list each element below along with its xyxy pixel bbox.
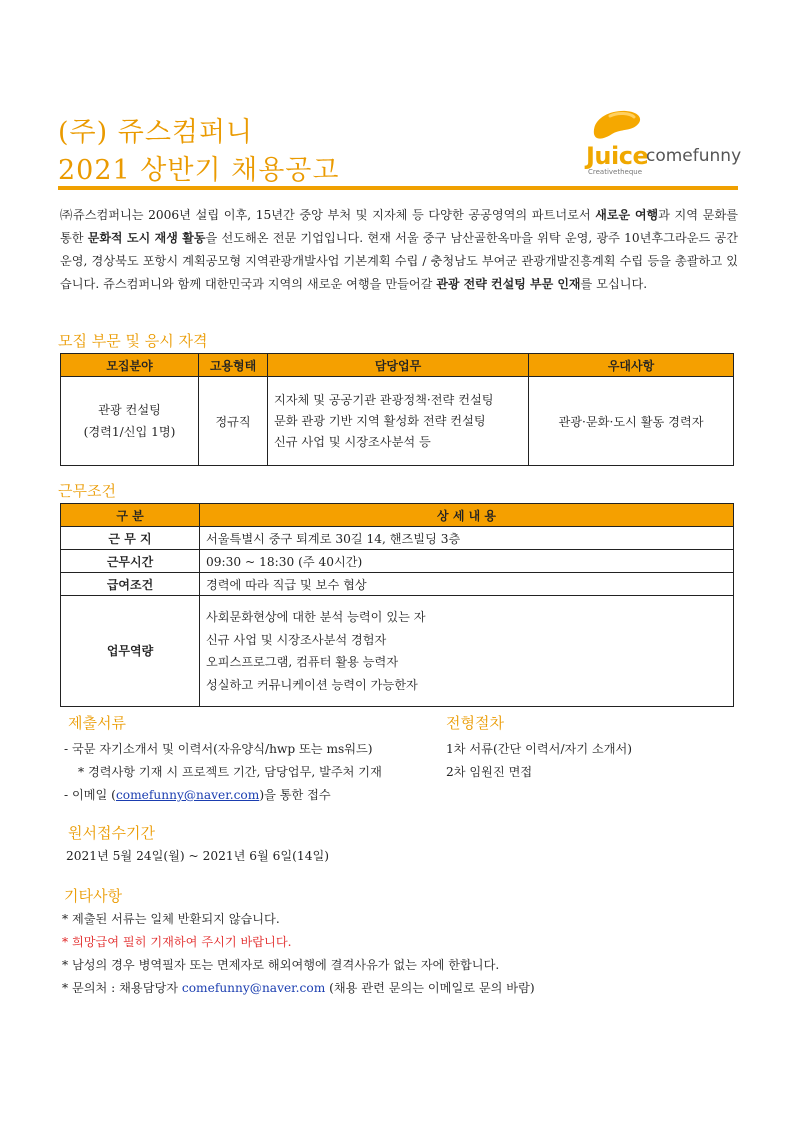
- condition-label: 근무시간: [61, 550, 200, 573]
- documents-email-suffix: )을 통한 접수: [259, 788, 331, 802]
- process-list: [446, 738, 632, 784]
- documents-item: - 국문 자기소개서 및 이력서(자유양식/hwp 또는 ms워드): [64, 742, 373, 756]
- etc-heading: 기타사항: [64, 887, 122, 905]
- recruit-header-field: 모집분야: [61, 354, 199, 377]
- conditions-table: [60, 503, 734, 707]
- company-logo: [586, 108, 742, 178]
- logo-tagline: Creativetheque: [588, 168, 643, 176]
- table-row: [61, 573, 734, 596]
- competency-item: 오피스프로그램, 컴퓨터 활용 능력자: [206, 655, 399, 669]
- recruit-table: [60, 353, 734, 466]
- etc-item: * 남성의 경우 병역필자 또는 면제자로 해외여행에 결격사유가 없는 자에 한합니다.: [62, 958, 500, 972]
- contact-prefix: * 문의처 : 채용담당자: [62, 981, 182, 995]
- condition-value: 경력에 따라 직급 및 보수 협상: [200, 573, 734, 596]
- period-text: 2021년 5월 24일(월) ~ 2021년 6월 6일(14일): [66, 849, 329, 863]
- intro-text-4: 를 모십니다.: [580, 277, 648, 291]
- etc-list: [62, 908, 535, 1000]
- recruit-field-cell: [61, 377, 199, 466]
- recruit-field: 관광 컨설팅: [98, 403, 161, 417]
- documents-email-prefix: - 이메일 (: [64, 788, 116, 802]
- documents-note: * 경력사항 기재 시 프로젝트 기간, 담당업무, 발주처 기재: [78, 765, 382, 779]
- condition-label: 근 무 지: [61, 527, 200, 550]
- logo-brand: Juice: [586, 142, 649, 170]
- duty-item: 문화 관광 기반 지역 활성화 전략 컨설팅: [274, 413, 486, 428]
- recruit-employment: 정규직: [199, 377, 268, 466]
- documents-list: [64, 738, 382, 807]
- intro-text-2: 과 지역 문화를 통한: [60, 208, 738, 245]
- contact-email-link[interactable]: comefunny@naver.com: [181, 981, 326, 995]
- competency-item: 사회문화현상에 대한 분석 능력이 있는 자: [206, 610, 426, 624]
- recruit-heading: 모집 부문 및 응시 자격: [58, 332, 208, 350]
- etc-item: * 제출된 서류는 일체 반환되지 않습니다.: [62, 912, 280, 926]
- recruit-headcount: (경력1/신입 1명): [83, 425, 176, 439]
- recruit-header-employment: 고용형태: [199, 354, 268, 377]
- competency-item: 신규 사업 및 시장조사분석 경험자: [206, 632, 387, 647]
- header-divider: [58, 186, 738, 190]
- condition-value: 서울특별시 중구 퇴계로 30길 14, 핸즈빌딩 3층: [200, 527, 734, 550]
- process-heading: 전형절차: [446, 714, 504, 732]
- posting-title: 2021 상반기 채용공고: [58, 155, 340, 186]
- competency-label: 업무역량: [61, 596, 200, 707]
- juice-drop-icon: [590, 108, 646, 144]
- recruit-duties-cell: [268, 377, 529, 466]
- conditions-header-detail: 상 세 내 용: [200, 504, 734, 527]
- documents-email-line: [64, 784, 382, 807]
- competency-item: 성실하고 커뮤니케이션 능력이 가능한자: [206, 677, 418, 692]
- table-row: [61, 596, 734, 707]
- conditions-header-label: 구 분: [61, 504, 200, 527]
- duty-item: 신규 사업 및 시장조사분석 등: [274, 434, 431, 449]
- table-row: [61, 527, 734, 550]
- company-title: (주) 쥬스컴퍼니: [58, 117, 254, 148]
- process-step: 2차 임원진 면접: [446, 765, 533, 779]
- etc-item-warning: * 희망급여 필히 기재하여 주시기 바랍니다.: [62, 935, 292, 949]
- documents-heading: 제출서류: [68, 714, 126, 732]
- duty-item: 지자체 및 공공기관 관광정책·전략 컨설팅: [274, 392, 494, 407]
- condition-label: 급여조건: [61, 573, 200, 596]
- intro-bold-1: 새로운 여행: [595, 208, 659, 222]
- logo-tail: comefunny: [646, 146, 742, 166]
- process-step: 1차 서류(간단 이력서/자기 소개서): [446, 742, 633, 756]
- contact-suffix: (채용 관련 문의는 이메일로 문의 바람): [325, 981, 535, 995]
- condition-value: 09:30 ~ 18:30 (주 40시간): [200, 550, 734, 573]
- competency-list: [200, 596, 734, 707]
- table-row: [61, 550, 734, 573]
- intro-text-1: ㈜쥬스컴퍼니는 2006년 설립 이후, 15년간 중앙 부처 및 지자체 등 다양한 공공영역의 파트너로서: [60, 208, 596, 222]
- conditions-heading: 근무조건: [58, 482, 116, 500]
- recruit-preference: 관광·문화·도시 활동 경력자: [529, 377, 734, 466]
- intro-paragraph: [60, 204, 738, 296]
- intro-bold-3: 관광 전략 컨설팅 부문 인재: [436, 277, 581, 291]
- period-heading: 원서접수기간: [68, 824, 155, 842]
- recruit-header-duties: 담당업무: [268, 354, 529, 377]
- etc-contact-line: [62, 977, 535, 1000]
- recruit-header-preference: 우대사항: [529, 354, 734, 377]
- intro-bold-2: 문화적 도시 재생 활동: [87, 231, 206, 245]
- email-link[interactable]: comefunny@naver.com: [115, 788, 260, 802]
- intro-text-3: 을 선도해온 전문 기업입니다. 현재 서울 중구 남산골한옥마을 위탁 운영, 광주 10년후그라운드 공간 운영, 경상북도 포항시 계획공모형 지역관광개발사업 기본계획 수립 / 충청남도 부여군 관광개발진흥계획 수립 등을 총괄하고 있습니다. 쥬스컴퍼니와 함께 대한민국과 지역의 새로운 여행을 만들어갈: [60, 231, 738, 291]
